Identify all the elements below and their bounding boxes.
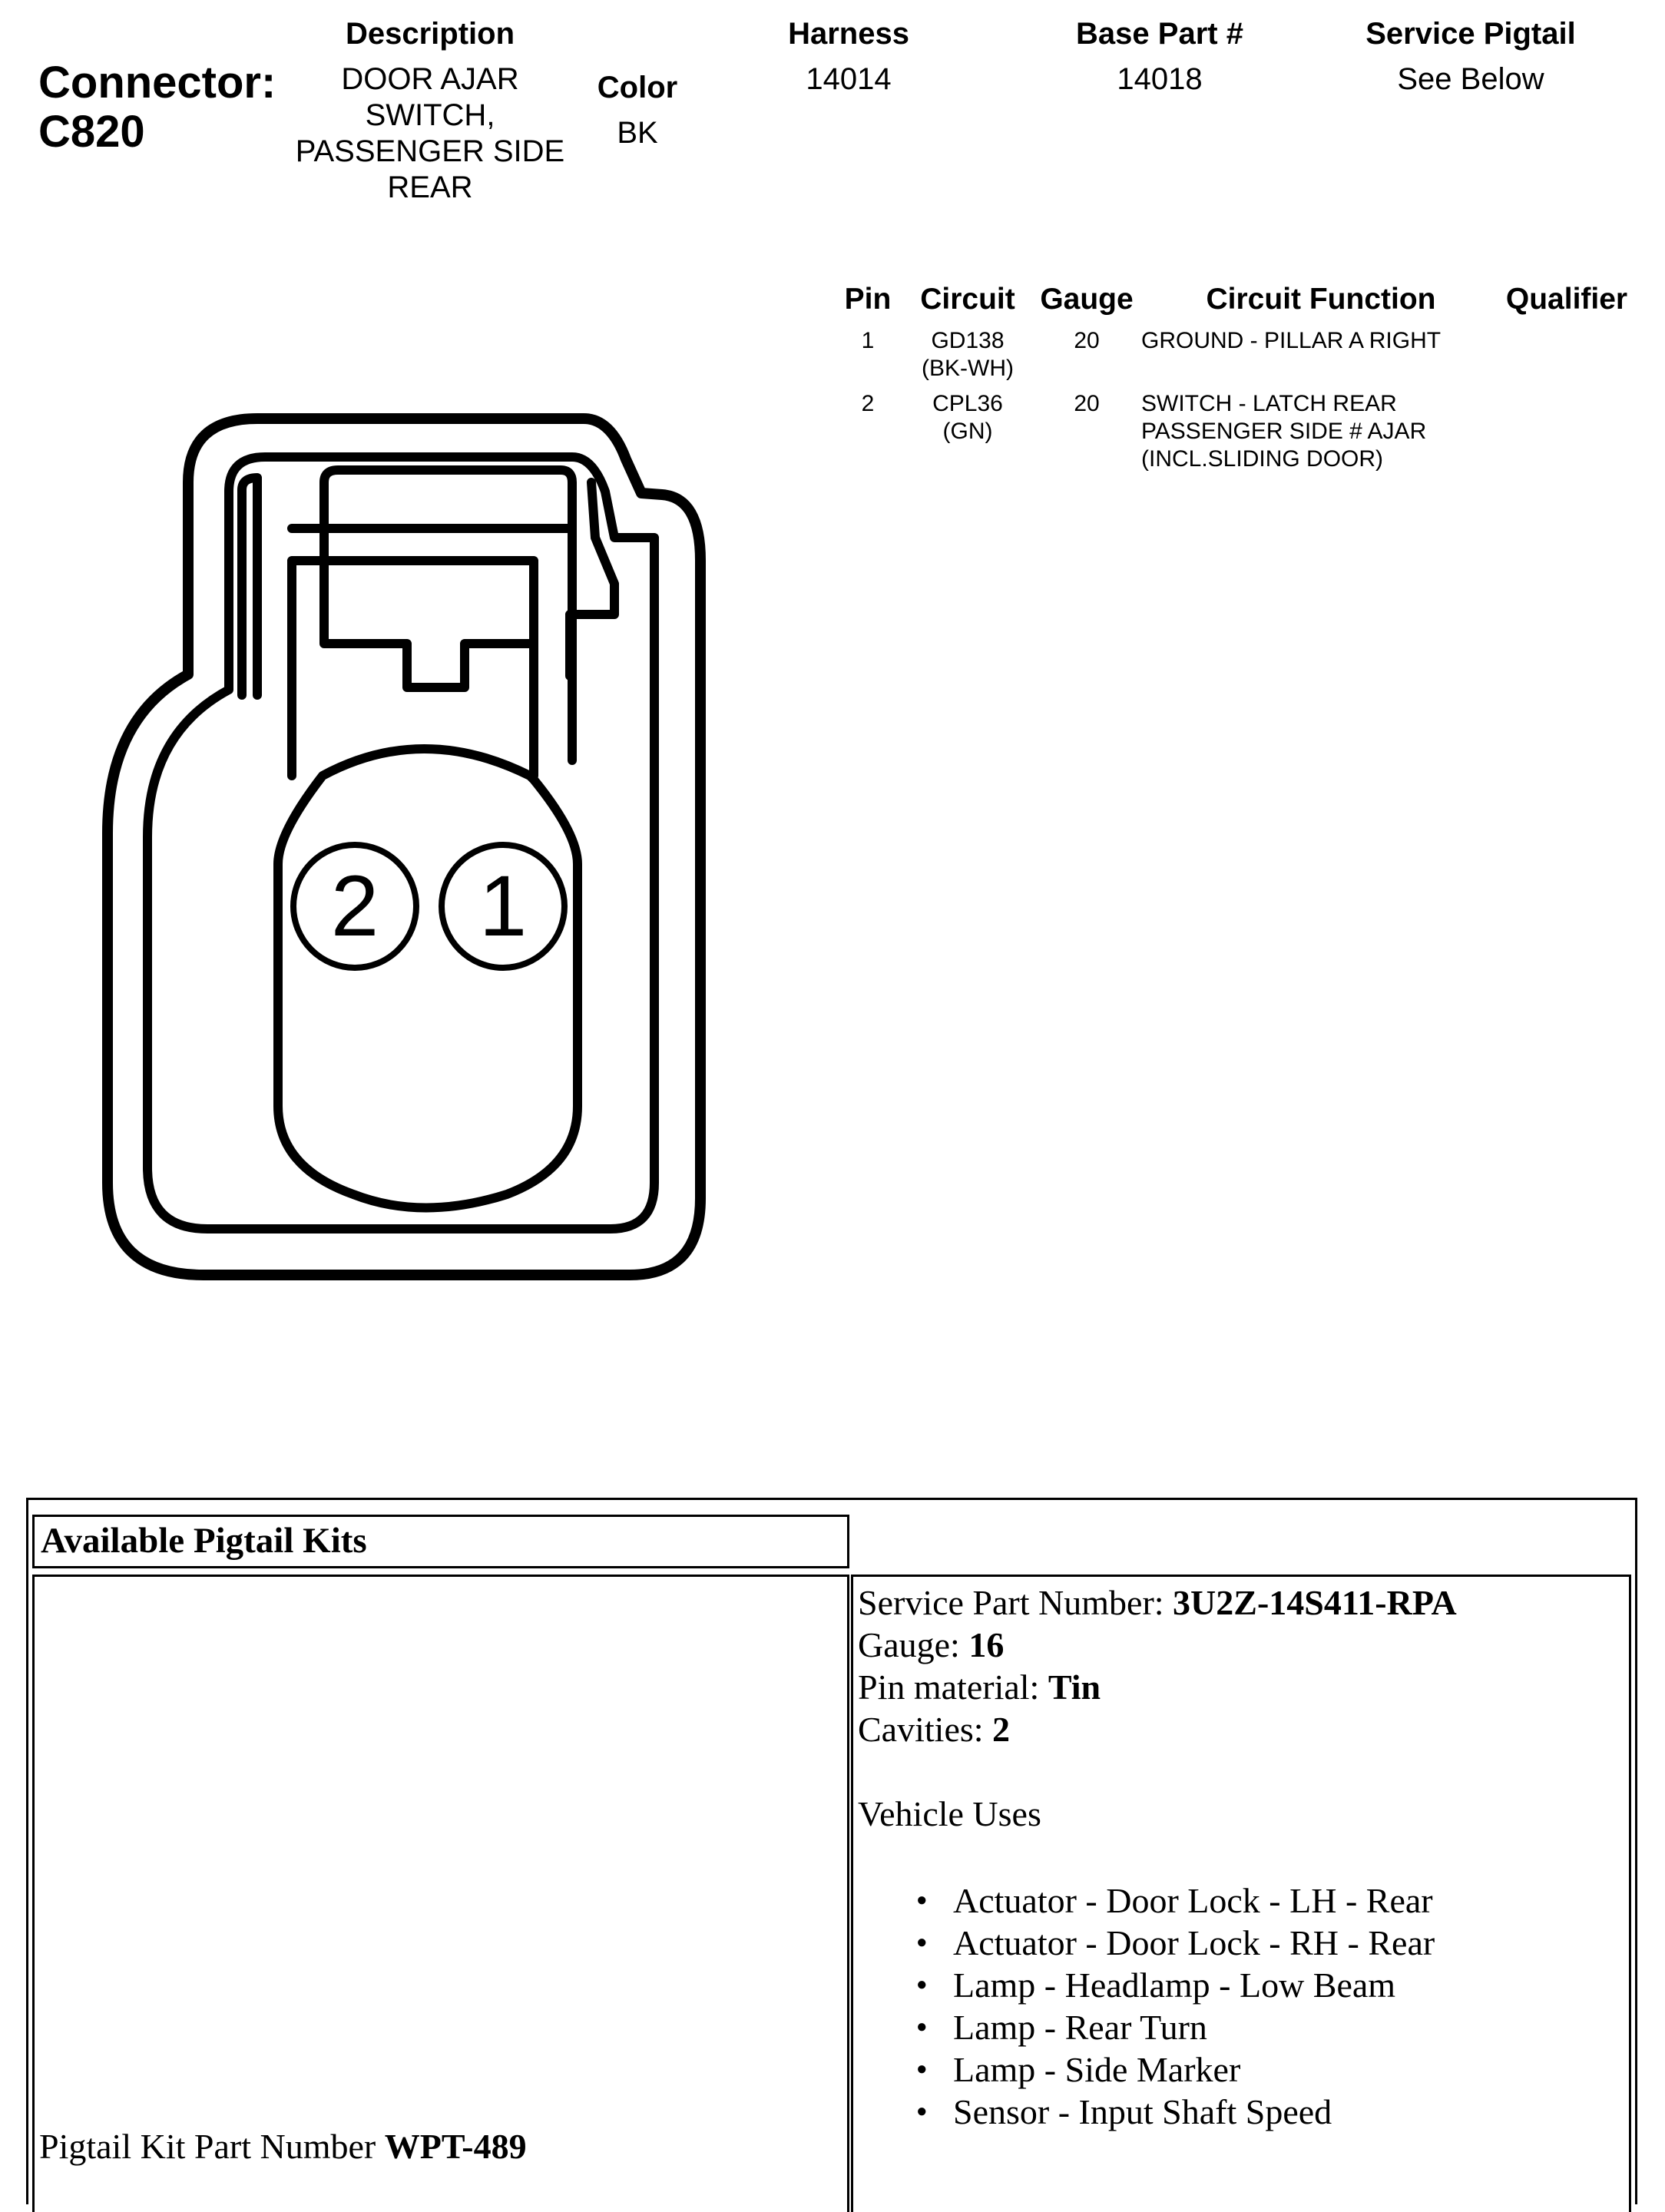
connector-face-diagram: [0, 384, 737, 1344]
cavities-value: 2: [992, 1710, 1011, 1749]
kit-gauge: [858, 1624, 1618, 1666]
pin-1-label: 1: [478, 858, 528, 954]
description-label: Description: [345, 17, 515, 51]
service-pigtail-label: Service Pigtail: [1365, 17, 1576, 51]
service-part-number: [858, 1581, 1618, 1624]
kit-gauge-label: Gauge:: [858, 1625, 969, 1664]
pin-number: 2: [861, 391, 875, 416]
cavities: [858, 1708, 1618, 1750]
circuit-color: (BK-WH): [922, 356, 1014, 381]
circuit-cell: [906, 390, 1029, 445]
pin-column-header: Pin: [844, 283, 892, 316]
kit-gauge-value: 16: [968, 1625, 1005, 1664]
list-item: ● Actuator - Door Lock - RH - Rear: [858, 1922, 1618, 1964]
list-item: ● Lamp - Rear Turn: [858, 2006, 1618, 2048]
service-part-label: Service Part Number:: [858, 1583, 1173, 1622]
pigtail-kit-right-cell: [851, 1575, 1631, 2212]
circuit-id: GD138: [931, 328, 1005, 353]
pigtail-kit-part-number: [39, 2125, 527, 2167]
service-pigtail-value: See Below: [1397, 62, 1544, 96]
vehicle-uses-heading: Vehicle Uses: [858, 1794, 1041, 1833]
harness-value: 14014: [806, 62, 892, 96]
base-part-value: 14018: [1117, 62, 1203, 96]
color-label: Color: [597, 71, 678, 104]
circuit-id: CPL36: [932, 391, 1003, 416]
pin-material: [858, 1666, 1618, 1708]
list-item: ● Sensor - Input Shaft Speed: [858, 2091, 1618, 2133]
kit-part-value: WPT-489: [384, 2127, 527, 2166]
pin-number: 1: [861, 328, 875, 353]
pigtail-title: Available Pigtail Kits: [41, 1521, 367, 1561]
list-item: ● Lamp - Side Marker: [858, 2048, 1618, 2091]
connector-heading: [38, 58, 276, 157]
list-item: ● Actuator - Door Lock - LH - Rear: [858, 1879, 1618, 1922]
cavities-label: Cavities:: [858, 1710, 993, 1749]
service-part-value: 3U2Z-14S411-RPA: [1173, 1583, 1457, 1622]
circuit-function-cell: GROUND - PILLAR A RIGHT: [1141, 328, 1442, 353]
gauge-cell: 20: [1074, 391, 1100, 416]
base-part-label: Base Part #: [1076, 17, 1243, 51]
vehicle-uses-list: [858, 1879, 1618, 2133]
connector-id: C820: [38, 107, 145, 157]
pigtail-details: [858, 1581, 1618, 2133]
pigtail-kit-left-cell: [32, 1575, 849, 2212]
description-value: DOOR AJAR SWITCH, PASSENGER SIDE REAR: [295, 62, 565, 204]
pigtail-title-spacer: [852, 1515, 1631, 1568]
circuit-color: (GN): [942, 419, 993, 444]
pin-2-label: 2: [330, 858, 379, 954]
connector-label: Connector:: [38, 58, 276, 108]
gauge-cell: 20: [1074, 328, 1100, 353]
color-value: BK: [617, 116, 658, 150]
pin-material-label: Pin material:: [858, 1667, 1048, 1707]
list-item: ● Lamp - Headlamp - Low Beam: [858, 1964, 1618, 2006]
circuit-cell: [906, 327, 1029, 382]
pin-cavity-body: [278, 749, 578, 1208]
harness-label: Harness: [788, 17, 909, 51]
circuit-column-header: Circuit: [920, 283, 1015, 316]
connector-housing-outer: [108, 419, 700, 1275]
qualifier-column-header: Qualifier: [1505, 283, 1628, 316]
circuit-function-cell: SWITCH - LATCH REAR PASSENGER SIDE # AJAR (INCL.SLIDING DOOR): [1141, 391, 1427, 472]
kit-part-label: Pigtail Kit Part Number: [39, 2127, 385, 2166]
gauge-column-header: Gauge: [1040, 283, 1134, 316]
pigtail-title-box: [32, 1515, 849, 1568]
pin-material-value: Tin: [1048, 1667, 1101, 1707]
circuit-function-column-header: Circuit Function: [1206, 283, 1436, 316]
latch-slot: [242, 478, 257, 695]
